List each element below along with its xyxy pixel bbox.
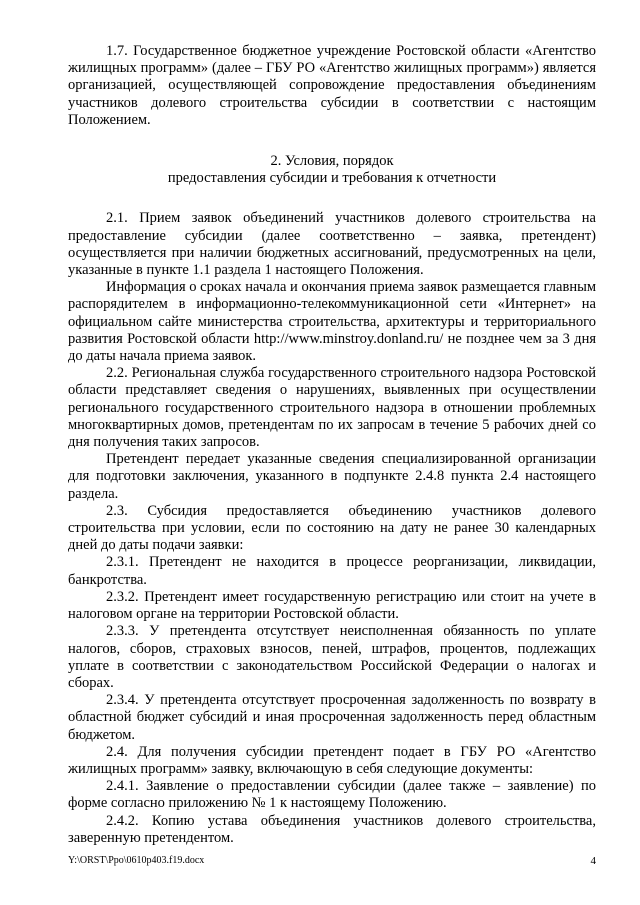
paragraph-2-2: 2.2. Региональная служба государственного строительного надзора Ростовской области представляет сведения о нарушениях, выявленных при осуществлении регионального государственного строительного надзора в отношении проблемных многоквартирных домов, претендентам по их запросам в течение 5 рабочих дней со дня получения таких запросов. xyxy=(68,365,596,451)
paragraph-2-4-1: 2.4.1. Заявление о предоставлении субсидии (далее также – заявление) по форме согласно приложению № 1 к настоящему Положению. xyxy=(68,778,596,812)
section-heading xyxy=(68,153,596,187)
section-heading-line-1: 2. Условия, порядок xyxy=(270,153,394,170)
page-number: 4 xyxy=(590,855,596,867)
file-path: Y:\ORST\Ppo\0610p403.f19.docx xyxy=(68,855,205,866)
paragraph-2-3-4: 2.3.4. У претендента отсутствует просроченная задолженность по возврату в областной бюджет субсидий и иная просроченная задолженность перед областным бюджетом. xyxy=(68,692,596,743)
paragraph-applicant: Претендент передает указанные сведения специализированной организации для подготовки заключения, указанного в подпункте 2.4.8 пункта 2.4 настоящего раздела. xyxy=(68,451,596,502)
document-body xyxy=(68,43,596,847)
paragraph-1-7: 1.7. Государственное бюджетное учреждение Ростовской области «Агентство жилищных программ» (далее – ГБУ РО «Агентство жилищных программ») является организацией, осуществляющей сопровождение предоставления объединениям участников долевого строительства субсидии в соответствии с настоящим Положением. xyxy=(68,43,596,128)
section-heading-line-2: предоставления субсидии и требования к отчетности xyxy=(167,170,497,187)
paragraph-2-3-3: 2.3.3. У претендента отсутствует неисполненная обязанность по уплате налогов, сборов, страховых взносов, пеней, штрафов, процентов, подлежащих уплате в соответствии с законодательством Российской Федерации о налогах и сборах. xyxy=(68,623,596,691)
paragraph-info: Информация о сроках начала и окончания приема заявок размещается главным распорядителем в информационно-телекоммуникационной сети «Интернет» на официальном сайте министерства строительства, архитектуры и территориального развития Ростовской области http://www.minstroy.donland.ru/ не позднее чем за 3 дня до даты начала приема заявок. xyxy=(68,279,596,365)
paragraph-2-3-2: 2.3.2. Претендент имеет государственную регистрацию или стоит на учете в налоговом органе на территории Ростовской области. xyxy=(68,588,596,623)
paragraph-2-3: 2.3. Субсидия предоставляется объединению участников долевого строительства при условии, если по состоянию на дату не ранее 30 календарных дней до даты подачи заявки: xyxy=(68,502,596,554)
paragraph-2-4-2: 2.4.2. Копию устава объединения участников долевого строительства, заверенную претендентом. xyxy=(68,812,596,846)
paragraph-2-4: 2.4. Для получения субсидии претендент подает в ГБУ РО «Агентство жилищных программ» заявку, включающую в себя следующие документы: xyxy=(68,743,596,777)
paragraph-2-1: 2.1. Прием заявок объединений участников долевого строительства на предоставление субсидии (далее соответственно – заявка, претендент) осуществляется при наличии бюджетных ассигнований, предусмотренных на цели, указанные в пункте 1.1 раздела 1 настоящего Положения. xyxy=(68,210,596,279)
paragraph-2-3-1: 2.3.1. Претендент не находится в процессе реорганизации, ликвидации, банкротства. xyxy=(68,554,596,588)
